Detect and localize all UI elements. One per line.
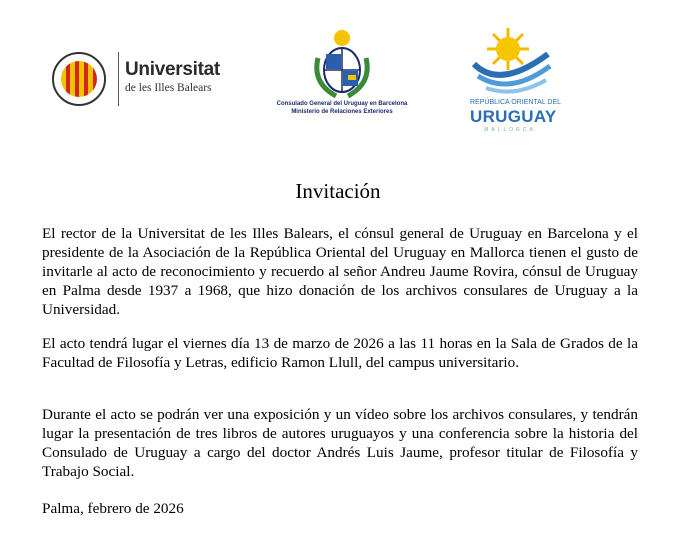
asociacion-logo	[470, 26, 562, 138]
uib-seal-icon	[52, 52, 106, 106]
consulado-logo	[262, 28, 422, 120]
closing-date: Palma, febrero de 2026	[42, 500, 184, 517]
uib-name: Universitat	[125, 59, 220, 80]
paragraph-event-details: El acto tendrá lugar el viernes día 13 de marzo de 2026 a las 11 horas en la Sala de Grados de la Facultad de Filosofía y Letras, edificio Ramon Llull, del campus universitario.	[42, 335, 638, 371]
paragraph-invitation: El rector de la Universitat de les Illes Balears, el cónsul general de Uruguay en Barcelona y el presidente de la Asociación de la República Oriental del Uruguay en Mallorca tienen el gusto de invitarle al acto de reconocimiento y recuerdo al señor Andreu Jaume Rovira, cónsul de Uruguay en Palma desde 1937 a 1968, que hizo donación de los archivos consulares de Uruguay a la Universidad.	[42, 225, 638, 318]
consulado-name: Consulado General del Uruguay en Barcelona	[276, 101, 408, 107]
uib-subname: de les Illes Balears	[125, 82, 212, 94]
ministerio-name: Ministerio de Relaciones Exteriores	[291, 109, 393, 115]
sun-waves-icon	[470, 26, 555, 98]
uruguay-coat-of-arms-icon	[262, 28, 422, 100]
uib-logo	[52, 50, 222, 110]
asociacion-label: REPÚBLICA ORIENTAL DEL	[470, 99, 562, 106]
divider	[118, 52, 119, 106]
document-title: Invitación	[295, 179, 381, 203]
mallorca-label: MALLORCA	[484, 127, 536, 133]
uruguay-wordmark: URUGUAY	[470, 107, 557, 126]
paragraph-program: Durante el acto se podrán ver una exposición y un vídeo sobre los archivos consulares, y tendrán lugar la presentación de tres libros de autores uruguayos y una conferencia sobre la historia del Consulado de Uruguay a cargo del doctor Andrés Luis Jaume, profesor titular de Filosofía y Trabajo Social.	[42, 406, 638, 480]
